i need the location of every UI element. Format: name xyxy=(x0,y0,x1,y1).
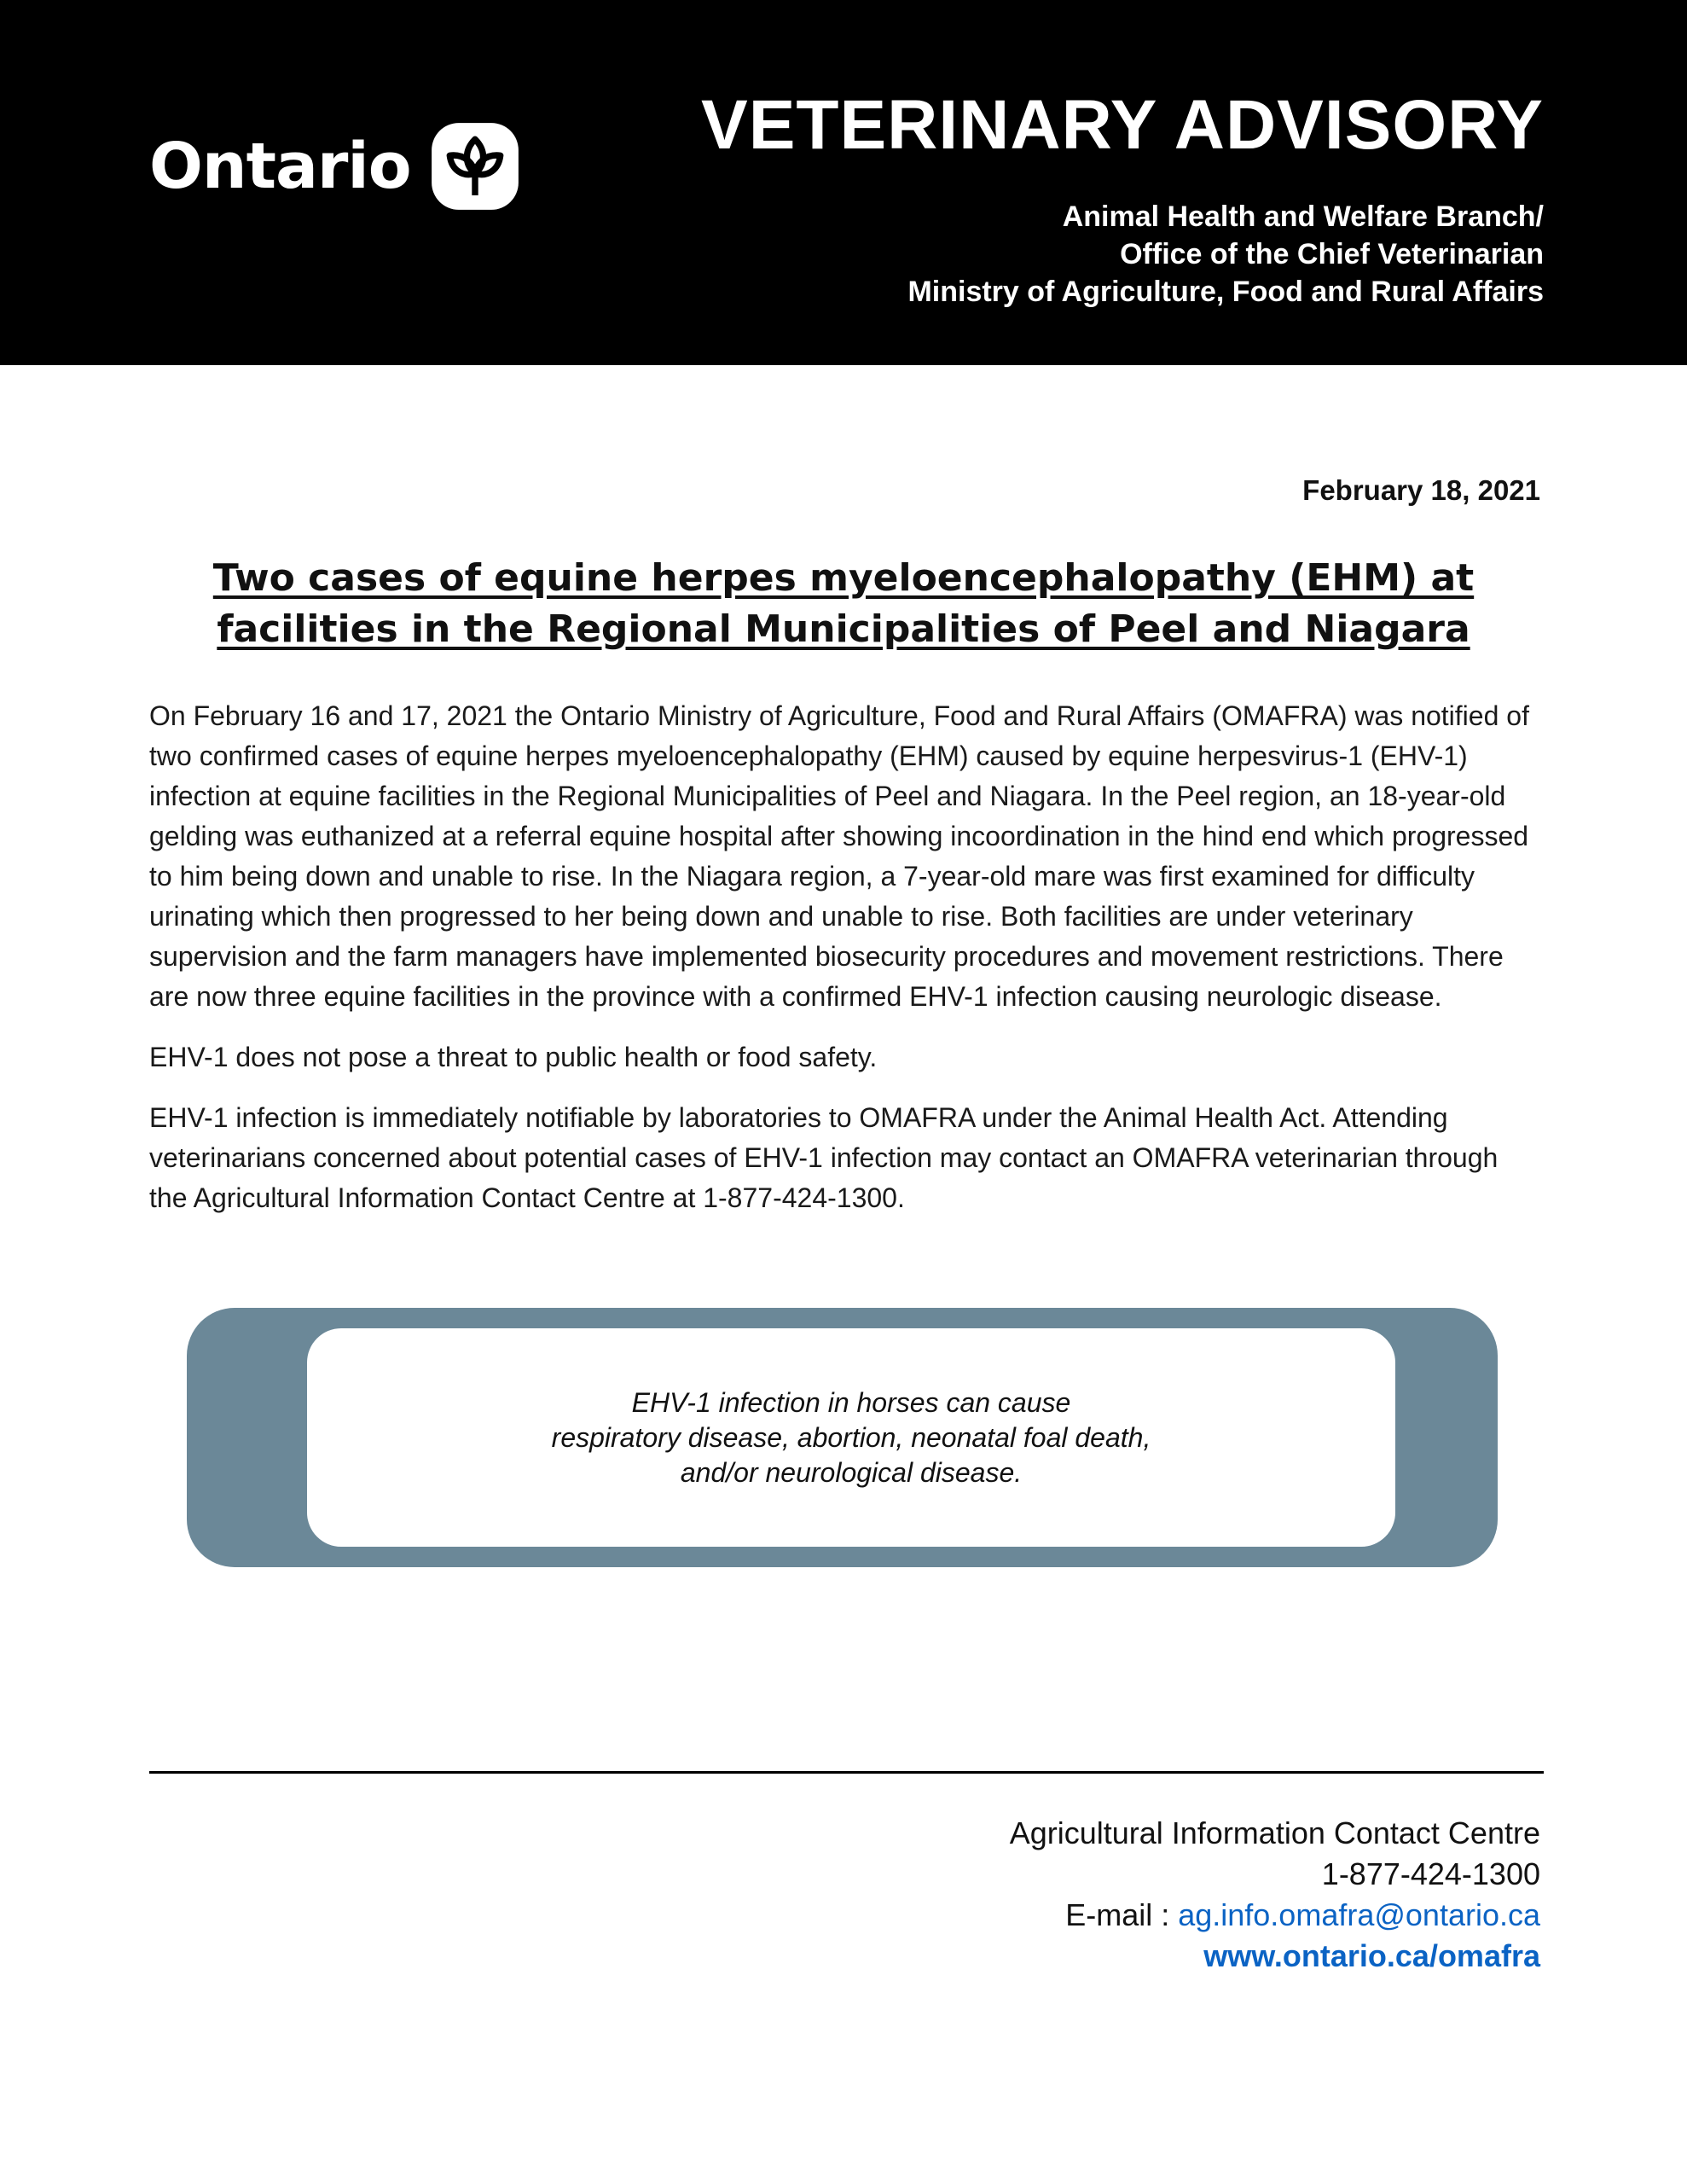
document-title xyxy=(149,553,1538,655)
callout-line-3: and/or neurological disease. xyxy=(680,1456,1023,1488)
ministry-line: Ministry of Agriculture, Food and Rural Affairs xyxy=(907,276,1544,308)
body-paragraph-cases: On February 16 and 17, 2021 the Ontario Ministry of Agriculture, Food and Rural Affairs (OMAFRA) was notified of two confirmed cases of equine herpes myeloencephalopathy (EHM) caused by equine herpesvirus-1 (EHV-1) infection at equine facilities in the Regional Municipalities of Peel and Niagara. In the Peel region, an 18-year-old gelding was euthanized at a referral equine hospital after showing incoordination in the hind end which progressed to him being down and unable to rise. In the Niagara region, a 7-year-old mare was first examined for difficulty urinating which then progressed to her being down and unable to rise. Both facilities are under veterinary supervision and the farm managers have implemented biosecurity procedures and movement restrictions. There are now three equine facilities in the province with a confirmed EHV-1 infection causing neurologic disease. xyxy=(149,700,1529,1012)
branch-info xyxy=(907,198,1544,311)
ontario-logo xyxy=(149,111,520,222)
email-link[interactable]: ag.info.omafra@ontario.ca xyxy=(1178,1897,1540,1932)
body-paragraph-notifiable: EHV-1 infection is immediately notifiable by laboratories to OMAFRA under the Animal Health Act. Attending veterinarians concerned about potential cases of EHV-1 infection may contact an OMAFRA veterinarian through the Agricultural Information Contact Centre at 1-877-424-1300. xyxy=(149,1102,1499,1213)
contact-phone: 1-877-424-1300 xyxy=(1321,1856,1540,1891)
website-link[interactable]: www.ontario.ca/omafra xyxy=(1203,1938,1540,1973)
contact-footer xyxy=(1010,1813,1540,1977)
advisory-date: February 18, 2021 xyxy=(1302,474,1540,506)
advisory-title: VETERINARY ADVISORY xyxy=(701,86,1544,164)
email-label: E-mail : xyxy=(1065,1897,1179,1932)
callout-frame xyxy=(187,1308,1498,1567)
footer-divider xyxy=(149,1771,1544,1774)
body-paragraph-public-health: EHV-1 does not pose a threat to public health or food safety. xyxy=(149,1042,878,1072)
trillium-icon xyxy=(430,121,520,212)
title-line-1: Two cases of equine herpes myeloencephalopathy (EHM) at xyxy=(212,556,1475,600)
logo-wordmark: Ontario xyxy=(149,130,411,203)
contact-centre-name: Agricultural Information Contact Centre xyxy=(1009,1815,1540,1850)
branch-line: Animal Health and Welfare Branch/ xyxy=(1062,200,1544,233)
header-banner xyxy=(0,0,1687,365)
callout-line-1: EHV-1 infection in horses can cause xyxy=(631,1386,1071,1418)
advisory-body xyxy=(149,696,1539,1239)
callout-line-2: respiratory disease, abortion, neonatal foal death, xyxy=(551,1421,1151,1453)
contact-email-row xyxy=(1010,1895,1540,1936)
title-line-2: facilities in the Regional Municipalities of Peel and Niagara xyxy=(217,607,1470,651)
callout-box xyxy=(307,1328,1395,1547)
office-line: Office of the Chief Veterinarian xyxy=(1120,238,1544,270)
